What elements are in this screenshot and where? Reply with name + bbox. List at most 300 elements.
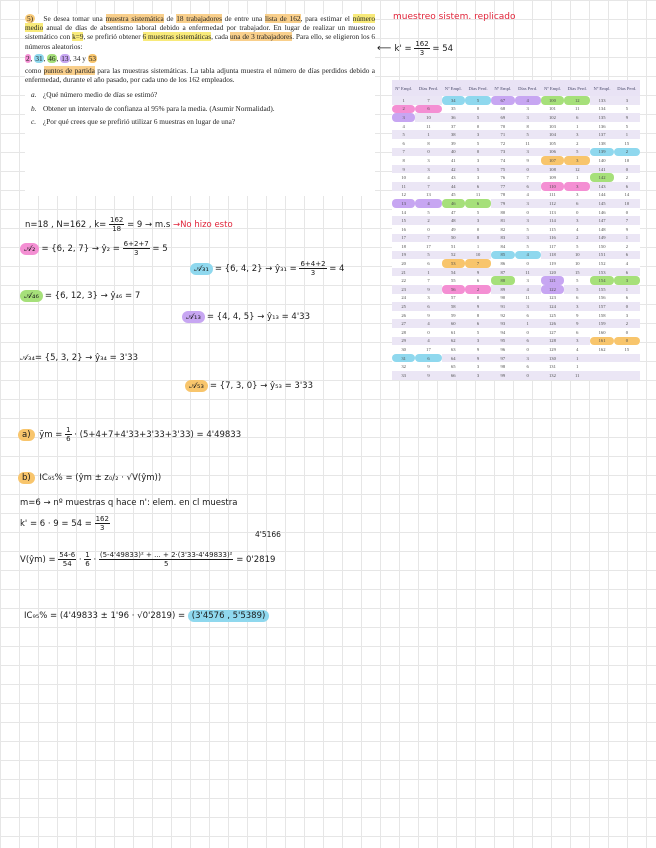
table-cell: 9 [614,225,640,234]
table-row [392,139,640,148]
table-cell: 7 [415,96,441,105]
table-cell: 3 [415,165,441,174]
table-row [392,371,640,380]
table-cell: 0 [614,328,640,337]
table-cell: 6 [614,251,640,260]
table-cell: 1 [392,96,415,105]
table-row [392,294,640,303]
table-cell: 90 [491,294,514,303]
table-cell: 6 [564,328,590,337]
table-cell: 6 [392,139,415,148]
table-cell: 152 [590,259,613,268]
table-cell: 37 [442,122,465,131]
table-cell: 82 [491,225,514,234]
table-cell: 11 [415,122,441,131]
table-header-cell: Nº Empl. [541,80,564,96]
table-cell: 39 [442,139,465,148]
numbers_line-segment: 2 [26,53,30,63]
table-cell: 5 [614,122,640,131]
table-cell: 105 [541,139,564,148]
table-cell: 7 [415,234,441,243]
table-cell: 52 [442,251,465,260]
table-cell: 0 [465,225,491,234]
table-cell: 84 [491,242,514,251]
table-cell: 59 [442,311,465,320]
table-cell: 17 [392,234,415,243]
table-cell: 117 [541,242,564,251]
problem-statement [25,14,375,196]
table-cell: 124 [541,302,564,311]
table-cell: 28 [392,328,415,337]
table-cell: 67 [491,96,514,105]
table-cell: 3 [465,130,491,139]
table-cell: 3 [465,216,491,225]
p1-segment: lista de 162 [264,14,301,23]
table-cell: 3 [515,148,541,157]
table-cell: 18 [392,242,415,251]
table-row [392,225,640,234]
table-cell: 7 [614,216,640,225]
table-cell: 83 [491,234,514,243]
table-cell: 109 [541,173,564,182]
table-cell: 11 [564,371,590,380]
random-numbers [25,54,97,63]
table-cell [614,371,640,380]
b-k-prime: k' = 6 · 9 = 54 = $\frac{162}{3}$ [20,515,109,532]
table-cell: 9 [465,268,491,277]
table-cell: 155 [590,285,613,294]
table-cell: 0 [465,105,491,114]
table-cell: 24 [392,294,415,303]
table-cell: 17 [415,242,441,251]
table-cell: 11 [392,182,415,191]
table-cell: 159 [590,319,613,328]
table-cell: 4 [415,173,441,182]
table-cell: 112 [541,199,564,208]
table-cell: 6 [515,362,541,371]
table-cell: 9 [564,319,590,328]
table-row [392,165,640,174]
table-cell: 62 [442,337,465,346]
table-cell: 78 [491,191,514,200]
table-header-cell: Días Perd. [564,80,590,96]
table-cell: 93 [491,319,514,328]
table-cell: 0 [564,208,590,217]
table-cell: 130 [541,354,564,363]
table-cell: 158 [590,311,613,320]
table-row [392,96,640,105]
table-cell: 20 [392,259,415,268]
table-cell: 4 [515,285,541,294]
b-note: m=6 → nº muestras q hace n': elem. en cl muestra [20,498,238,508]
table-cell: 1 [564,362,590,371]
table-row [392,242,640,251]
table-cell: 57 [442,294,465,303]
table-cell: 157 [590,302,613,311]
table-cell: 53 [442,259,465,268]
table-cell: 116 [541,234,564,243]
table-row [392,130,640,139]
table-row [392,251,640,260]
p1-segment: anual de días de absentismo laboral debido a enfermedad por trabajador. En lugar de realizar un muestreo sistemático con [25,23,375,42]
table-cell: 26 [392,311,415,320]
table-cell: 6 [564,294,590,303]
p1-segment: 6 muestras sistemáticas [142,32,212,42]
table-cell: 123 [541,294,564,303]
table-cell: 43 [442,173,465,182]
table-cell: 7 [392,148,415,157]
sample-53: 𝒜₅₃ = {7, 3, 0} → ŷ₅₃ = 3'33 [185,380,313,392]
table-cell: 5 [465,328,491,337]
table-cell: 133 [590,96,613,105]
numbers_line-segment: 53 [88,53,97,63]
table-cell: 0 [465,294,491,303]
table-cell: 77 [491,182,514,191]
p2-segment: para las muestras sistemáticas. La tabla adjunta muestra el número de días perdidos debido a enfermedad, durante el año pasado, por cada uno de los 162 empleados. [25,66,375,85]
table-cell: 10 [614,199,640,208]
table-cell: 6 [564,113,590,122]
table-cell: 2 [614,173,640,182]
table-cell: 126 [541,319,564,328]
table-cell: 5 [415,251,441,260]
table-cell: 0 [614,337,640,346]
table-cell: 3 [515,113,541,122]
k-prime-formula: ⟵ k' = $\frac{162}{3}$ = 54 [377,40,454,57]
table-cell: 2 [465,285,491,294]
sample-34: 𝒜₃₄= {5, 3, 2} → ŷ₃₄ = 3'33 [20,353,138,363]
table-cell: 115 [541,225,564,234]
table-cell: 0 [415,328,441,337]
problem-text-2 [25,66,375,84]
table-cell: 3 [515,302,541,311]
numbers_line-segment: , 34 y [69,53,88,63]
table-cell: 3 [564,337,590,346]
table-cell: 31 [392,354,415,363]
table-cell: 15 [614,139,640,148]
table-cell: 71 [491,130,514,139]
table-cell: 3 [564,156,590,165]
table-cell: 75 [491,165,514,174]
table-cell: 6 [515,311,541,320]
table-cell: 5 [515,225,541,234]
p1-segment: muestra sistemática [105,14,164,23]
table-cell: 89 [491,285,514,294]
table-cell: 27 [392,319,415,328]
problem-text-1 [25,14,375,51]
table-cell: 5 [465,165,491,174]
question-a: a. ¿Qué número medio de días se estimó? [31,90,158,100]
table-cell: 2 [564,234,590,243]
p1-segment: , cada [211,32,230,42]
table-cell: 0 [515,208,541,217]
table-row [392,337,640,346]
table-cell: 3 [564,191,590,200]
table-cell: 73 [491,148,514,157]
table-cell: 146 [590,208,613,217]
p1-segment: . Para ello, se eligieron los 6 números aleatorios: [25,32,376,51]
table-cell: 1 [614,130,640,139]
table-cell: 42 [442,165,465,174]
table-cell: 145 [590,199,613,208]
table-body [392,96,640,380]
table-cell: 1 [614,285,640,294]
problem-paragraph-2 [25,66,375,84]
table-cell: 142 [590,173,613,182]
table-row [392,285,640,294]
table-cell: 136 [590,122,613,131]
table-cell [590,354,613,363]
p1-segment: , se prefirió obtener [83,32,143,42]
table-cell: 9 [465,302,491,311]
table-cell: 47 [442,208,465,217]
table-cell: 131 [541,362,564,371]
table-row [392,319,640,328]
table-cell: 4 [564,225,590,234]
table-cell: 8 [465,311,491,320]
table-cell: 74 [491,156,514,165]
table-header-cell: Nº Empl. [491,80,514,96]
table-cell: 103 [541,122,564,131]
table-cell: 0 [614,165,640,174]
employee-table [392,80,640,380]
table-cell [590,371,613,380]
table-cell: 34 [442,96,465,105]
table-cell: 161 [590,337,613,346]
table-row [392,268,640,277]
table-cell: 3 [392,113,415,122]
table-cell: 148 [590,225,613,234]
table-cell: 3 [515,216,541,225]
table-cell: 72 [491,139,514,148]
table-cell: 3 [465,362,491,371]
table-cell: 132 [541,371,564,380]
table-cell: 125 [541,311,564,320]
table-header-cell: Nº Empl. [590,80,613,96]
table-row [392,328,640,337]
numbers_line-segment: , [30,53,35,63]
given-line: n=18 , N=162 , k= $\frac{162}{18}$ = 9 → m.s →No hizo esto [25,216,233,233]
table-cell: 4 [415,199,441,208]
table-header-cell: Días Perd. [415,80,441,96]
table-cell: 22 [392,276,415,285]
table-cell: 107 [541,156,564,165]
table-row [392,156,640,165]
table-cell: 3 [515,276,541,285]
random-numbers-line [25,54,375,63]
table-cell: 3 [564,130,590,139]
table-cell: 86 [491,259,514,268]
table-row [392,354,640,363]
table-cell: 0 [515,345,541,354]
table-cell: 15 [564,268,590,277]
table-cell: 3 [465,371,491,380]
table-cell: 11 [515,139,541,148]
table-cell: 101 [541,105,564,114]
numbers_line-segment: 46 [48,53,56,63]
table-cell: 12 [392,191,415,200]
confidence-interval: IC₉₅% = (4'49833 ± 1'96 · √0'2819) = (3'4576 , 5'5389) [24,610,271,622]
table-cell: 3 [465,337,491,346]
table-cell: 6 [564,199,590,208]
table-cell: 8 [515,122,541,131]
table-cell: 3 [515,354,541,363]
table-cell: 10 [465,251,491,260]
table-cell: 4 [415,337,441,346]
table-cell: 138 [590,139,613,148]
sample-2: 𝒜₂ = {6, 2, 7} → ŷ₂ = $\frac{6+2+7}{3}$ = 5 [20,240,168,257]
table-cell: 85 [491,251,514,260]
table-cell: 41 [442,156,465,165]
table-cell: 9 [614,113,640,122]
table-cell: 36 [442,113,465,122]
table-cell: 3 [614,311,640,320]
table-cell: 120 [541,268,564,277]
table-cell: 1 [415,130,441,139]
table-header-cell: Días Perd. [614,80,640,96]
table-cell: 97 [491,354,514,363]
table-row [392,173,640,182]
table-row [392,259,640,268]
table-cell: 66 [442,371,465,380]
table-cell: 119 [541,259,564,268]
table-row [392,113,640,122]
table-cell: 110 [541,182,564,191]
table-cell: 4 [392,122,415,131]
table-cell: 6 [465,319,491,328]
p1-segment: de [163,14,177,23]
table-cell: 0 [614,302,640,311]
table-cell: 5 [415,208,441,217]
table-cell: 60 [442,319,465,328]
table-cell: 91 [491,302,514,311]
table-cell: 153 [590,268,613,277]
table-cell: 49 [442,225,465,234]
table-cell: 5 [465,96,491,105]
table-row [392,311,640,320]
table-cell [614,362,640,371]
table-cell: 87 [491,268,514,277]
table-cell: 4 [415,319,441,328]
table-cell: 3 [465,173,491,182]
table-cell: 7 [465,259,491,268]
table-cell: 16 [392,225,415,234]
table-cell: 1 [564,173,590,182]
table-cell: 92 [491,311,514,320]
table-cell: 6 [515,182,541,191]
table-cell: 46 [442,199,465,208]
table-cell: 5 [564,276,590,285]
table-cell: 2 [564,139,590,148]
table-cell: 11 [515,268,541,277]
table-cell: 2 [614,148,640,157]
table-cell: 61 [442,328,465,337]
table-cell: 11 [564,105,590,114]
table-cell: 6 [614,294,640,303]
table-cell: 17 [415,345,441,354]
table-row [392,234,640,243]
table-cell: 76 [491,173,514,182]
table-cell: 96 [491,345,514,354]
table-cell: 121 [541,276,564,285]
table-cell: 3 [564,182,590,191]
table-cell: 44 [442,182,465,191]
answer-a: a) ȳm = $\frac{1}{6}$ · (5+4+7+4'33+3'33+3'33) = 4'49833 [18,426,241,443]
table-cell: 6 [415,259,441,268]
table-cell: 21 [392,268,415,277]
table-cell: 38 [442,130,465,139]
p2-segment: puntos de partida [43,66,95,76]
table-cell: 154 [590,276,613,285]
table-cell: 162 [590,345,613,354]
table-cell: 9 [392,165,415,174]
variance-formula: V(ŷm) = $\frac{54-6}{54}$ · $\frac{1}{6}$ · $\frac{\text{(5-4'49833)² + ... + 2·(3'33-4'49833)²}}{5}$ = 0'2819 [20,551,276,568]
table-cell: 128 [541,337,564,346]
table-cell: 0 [515,165,541,174]
table-cell: 6 [614,182,640,191]
table-cell: 156 [590,294,613,303]
table-cell: 25 [392,302,415,311]
table-row [392,345,640,354]
table-row [392,208,640,217]
table-cell: 143 [590,182,613,191]
table-cell: 5 [614,105,640,114]
table-cell: 122 [541,285,564,294]
table-cell: 5 [564,148,590,157]
table-cell: 100 [541,96,564,105]
table-cell: 48 [442,216,465,225]
table-cell: 111 [541,191,564,200]
table-cell: 6 [415,354,441,363]
table-cell: 10 [415,113,441,122]
table-row [392,216,640,225]
table-cell: 9 [465,345,491,354]
table-cell: 65 [442,362,465,371]
table-cell: 2 [392,105,415,114]
p1-segment: número medio [25,14,375,33]
table-cell: 11 [465,191,491,200]
table-cell: 32 [392,362,415,371]
table-cell: 4 [515,251,541,260]
table-cell: 9 [415,311,441,320]
table-cell: 9 [465,354,491,363]
table-cell: 160 [590,328,613,337]
table-cell: 1 [465,242,491,251]
numbers_line-segment: , [56,53,61,63]
table-cell: 81 [491,216,514,225]
table-cell: 69 [491,113,514,122]
table-cell: 0 [415,225,441,234]
table-cell: 9 [415,362,441,371]
table-cell: 68 [491,105,514,114]
table-cell: 0 [415,148,441,157]
answer-b: b) IC₉₅% = (ŷm ± z₀/₂ · √V(ŷm)) [18,472,161,484]
table-cell: 6 [465,182,491,191]
table-cell: 63 [442,345,465,354]
table-cell: 1 [515,319,541,328]
table-cell: 6 [515,337,541,346]
table-cell: 7 [415,182,441,191]
table-row [392,191,640,200]
table-cell: 15 [392,216,415,225]
table-cell [614,354,640,363]
table-cell: 127 [541,328,564,337]
table-cell: 56 [442,285,465,294]
question-c: c. ¿Por qué crees que se prefirió utilizar 6 muestras en lugar de una? [31,116,236,126]
table-cell: 5 [465,113,491,122]
table-cell: 30 [392,345,415,354]
table-cell: 19 [392,251,415,260]
variance-annotation: 4'5166 [255,530,281,539]
